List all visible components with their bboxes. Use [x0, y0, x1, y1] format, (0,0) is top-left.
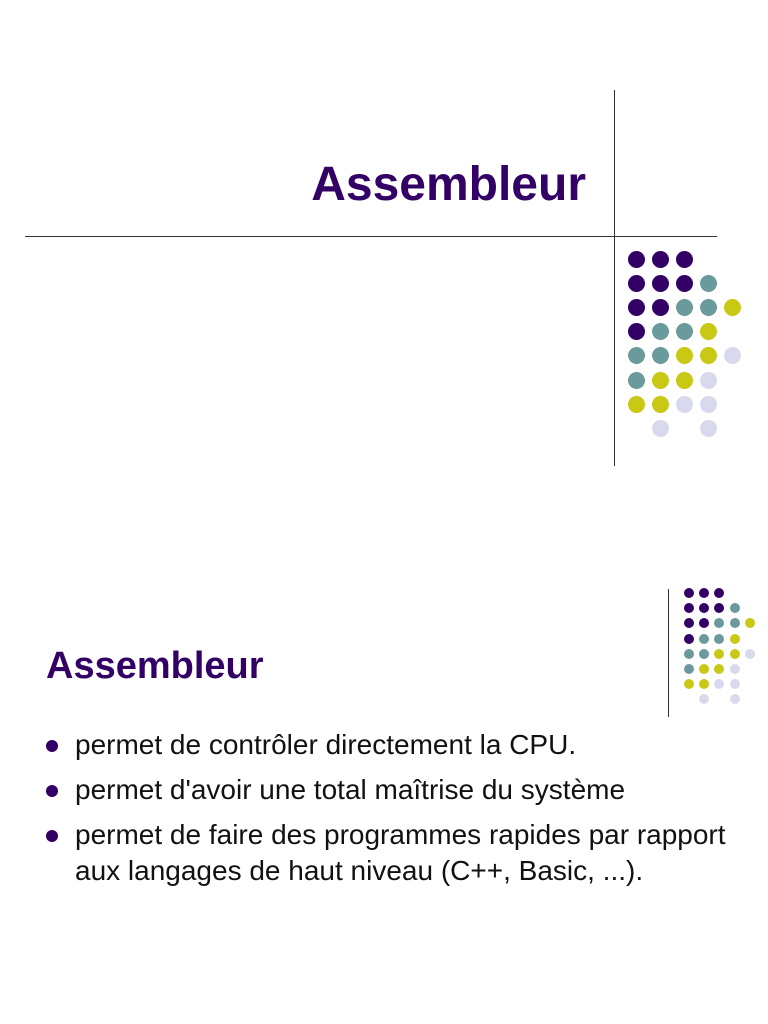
dot-purple — [699, 588, 709, 598]
dot-yellow — [628, 396, 645, 413]
dot-lavender — [700, 372, 717, 389]
dot-teal — [684, 649, 694, 659]
dot-teal — [684, 664, 694, 674]
dot-lavender — [714, 679, 724, 689]
dot-yellow — [724, 299, 741, 316]
dot-purple — [684, 588, 694, 598]
dot-lavender — [730, 694, 740, 704]
bullet-text: permet de contrôler directement la CPU. — [75, 729, 577, 760]
dot-yellow — [699, 679, 709, 689]
corner-divider-vertical — [668, 589, 669, 717]
dot-lavender — [724, 347, 741, 364]
dot-purple — [628, 275, 645, 292]
dot-lavender — [676, 396, 693, 413]
dot-yellow — [700, 323, 717, 340]
dot-purple — [714, 588, 724, 598]
title-divider-vertical — [614, 90, 615, 466]
dot-yellow — [700, 347, 717, 364]
dot-purple — [676, 275, 693, 292]
dot-purple — [628, 251, 645, 268]
dot-teal — [700, 275, 717, 292]
dot-teal — [628, 372, 645, 389]
dot-purple — [628, 323, 645, 340]
bullet-text: permet de faire des programmes rapides par rapport aux langages de haut niveau (C++, Basic, ...). — [75, 819, 726, 886]
dot-yellow — [652, 372, 669, 389]
dot-lavender — [745, 649, 755, 659]
dot-teal — [676, 323, 693, 340]
dot-teal — [700, 299, 717, 316]
dot-lavender — [730, 679, 740, 689]
dot-purple — [652, 299, 669, 316]
dot-teal — [628, 347, 645, 364]
dot-yellow — [684, 679, 694, 689]
dot-yellow — [730, 649, 740, 659]
dot-yellow — [745, 618, 755, 628]
dot-purple — [652, 275, 669, 292]
dot-yellow — [699, 664, 709, 674]
dot-teal — [730, 603, 740, 613]
dot-purple — [684, 634, 694, 644]
dot-lavender — [730, 664, 740, 674]
bullet-dot-icon — [46, 740, 58, 752]
dot-yellow — [714, 664, 724, 674]
bullet-dot-icon — [46, 785, 58, 797]
dot-teal — [699, 634, 709, 644]
bullet-dot-icon — [46, 830, 58, 842]
dot-yellow — [730, 634, 740, 644]
dot-teal — [676, 299, 693, 316]
dot-purple — [676, 251, 693, 268]
dot-yellow — [652, 396, 669, 413]
dot-teal — [730, 618, 740, 628]
dot-lavender — [699, 694, 709, 704]
dot-purple — [652, 251, 669, 268]
bullet-item — [46, 727, 736, 763]
dot-teal — [714, 634, 724, 644]
dot-lavender — [700, 396, 717, 413]
dot-yellow — [714, 649, 724, 659]
dot-purple — [628, 299, 645, 316]
dot-lavender — [652, 420, 669, 437]
dot-purple — [699, 603, 709, 613]
dot-teal — [652, 323, 669, 340]
dot-purple — [684, 603, 694, 613]
bullet-item — [46, 817, 736, 889]
bullet-list — [46, 727, 736, 898]
dot-teal — [699, 649, 709, 659]
dot-yellow — [676, 372, 693, 389]
bullet-item — [46, 772, 736, 808]
slide-2 — [0, 512, 768, 1024]
dot-yellow — [676, 347, 693, 364]
dot-purple — [714, 603, 724, 613]
dot-purple — [699, 618, 709, 628]
slide-title: Assembleur — [311, 158, 586, 211]
bullet-text: permet d'avoir une total maîtrise du système — [75, 774, 626, 805]
slide-title: Assembleur — [46, 645, 264, 687]
dot-lavender — [700, 420, 717, 437]
dot-teal — [652, 347, 669, 364]
dot-teal — [714, 618, 724, 628]
dot-purple — [684, 618, 694, 628]
